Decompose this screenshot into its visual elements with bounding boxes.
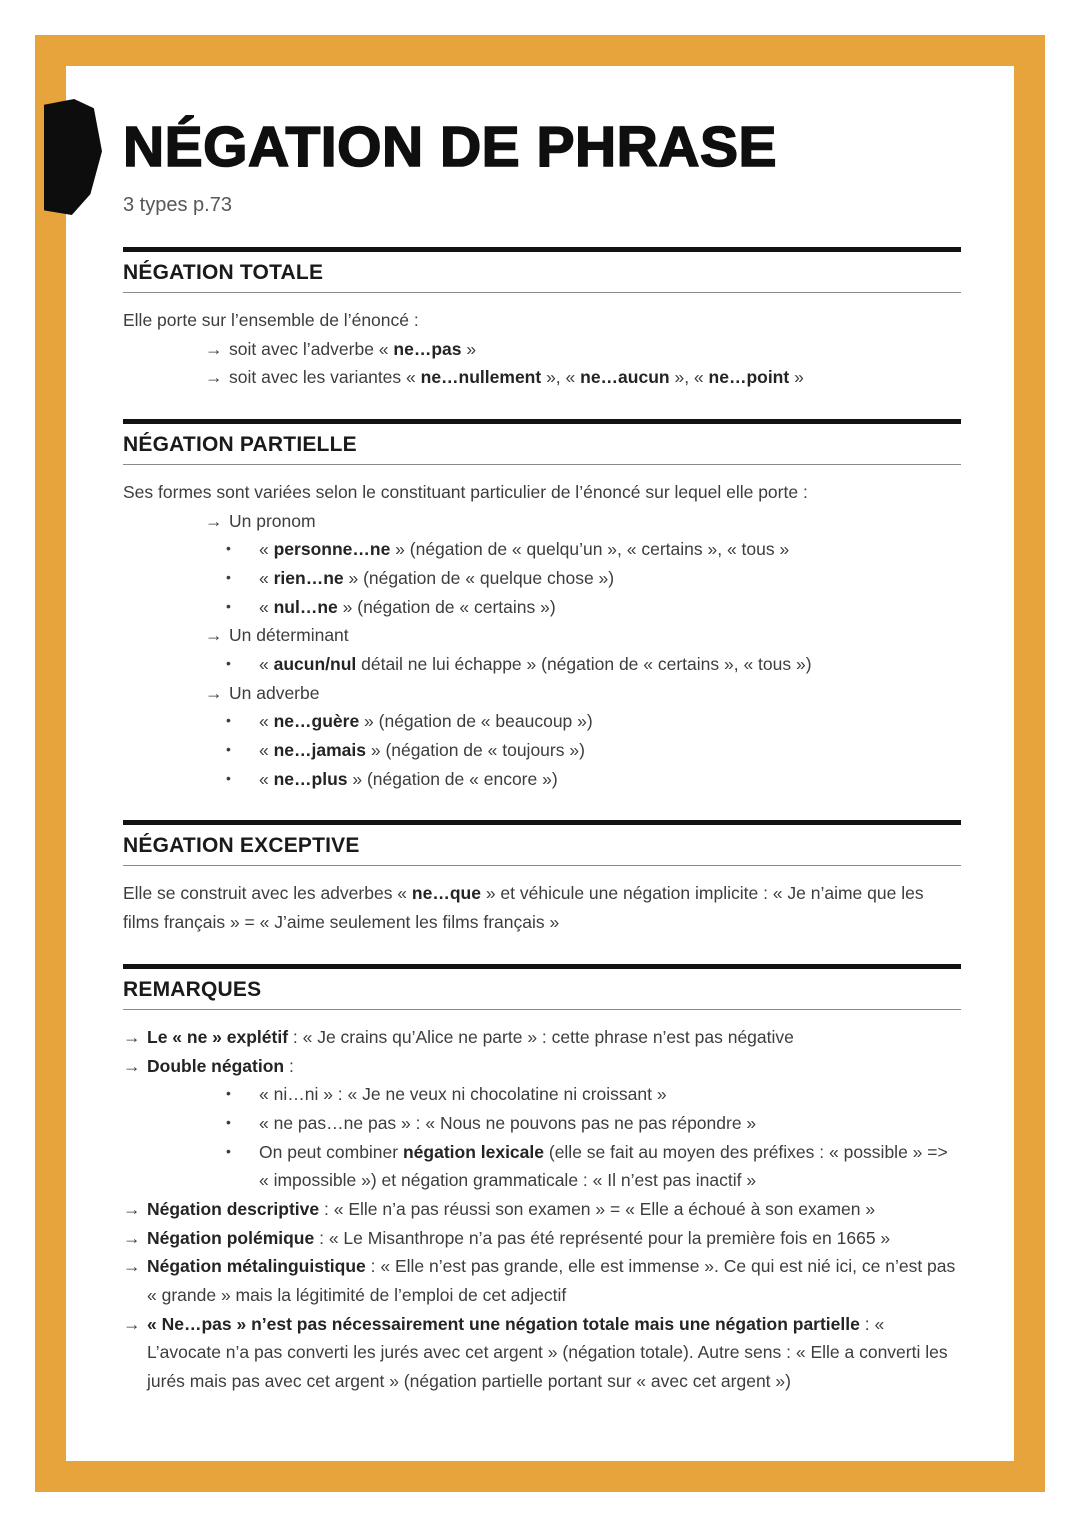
section-body: [123, 306, 961, 392]
line-text: « ni…ni » : « Je ne veux ni chocolatine ni croissant »: [259, 1084, 667, 1105]
arrow-icon: →: [205, 625, 223, 646]
line-text: Ses formes sont variées selon le constituant particulier de l’énoncé sur lequel elle porte :: [123, 481, 808, 502]
line-text: « nul…ne » (négation de « certains »): [259, 596, 556, 617]
arrow-icon: →: [123, 1227, 141, 1248]
section-remarques: [123, 964, 961, 1396]
arrow-icon: →: [123, 1198, 141, 1219]
line-text: Elle porte sur l’ensemble de l’énoncé :: [123, 309, 419, 330]
section-body: [123, 879, 961, 936]
text-line: [123, 765, 961, 794]
text-line: [123, 621, 961, 650]
text-line: [123, 1224, 961, 1253]
line-text: « ne…guère » (négation de « beaucoup »): [259, 711, 593, 732]
document-content: [123, 115, 961, 1423]
section-body: [123, 1023, 961, 1396]
text-line: [123, 478, 961, 507]
bullet-icon: •: [226, 1113, 231, 1130]
section-rule-top: [123, 820, 961, 825]
sections: [123, 247, 961, 1396]
section-heading: NÉGATION TOTALE: [123, 260, 324, 284]
section-rule-bottom: [123, 292, 961, 293]
line-text: Négation métalinguistique : « Elle n’est pas grande, elle est immense ». Ce qui est nié ici, ce n’est pas « grande » mais la légitimité de l’emploi de cet adjectif: [147, 1256, 956, 1306]
section-rule-bottom: [123, 464, 961, 465]
bullet-icon: •: [226, 741, 231, 758]
text-line: [123, 1310, 961, 1396]
section-heading: REMARQUES: [123, 977, 262, 1001]
text-line: [123, 650, 961, 679]
text-line: [123, 507, 961, 536]
page-subtitle: 3 types p.73: [123, 193, 232, 216]
text-line: [123, 707, 961, 736]
line-text: « ne…plus » (négation de « encore »): [259, 768, 558, 789]
bullet-icon: •: [226, 568, 231, 585]
section-negation-exceptive: [123, 820, 961, 936]
line-text: soit avec l’adverbe « ne…pas »: [229, 338, 477, 359]
line-text: Double négation :: [147, 1055, 294, 1076]
section-negation-totale: [123, 247, 961, 392]
bullet-icon: •: [226, 1085, 231, 1102]
line-text: Négation descriptive : « Elle n’a pas réussi son examen » = « Elle a échoué à son examen »: [147, 1198, 876, 1219]
arrow-icon: →: [205, 682, 223, 703]
text-line: [123, 736, 961, 765]
line-text: Un déterminant: [229, 625, 349, 646]
section-heading: NÉGATION EXCEPTIVE: [123, 834, 360, 858]
line-text: soit avec les variantes « ne…nullement », « ne…aucun », « ne…point »: [229, 367, 804, 388]
bullet-icon: •: [226, 712, 231, 729]
section-rule-top: [123, 419, 961, 424]
text-line: [123, 593, 961, 622]
section-negation-partielle: [123, 419, 961, 794]
line-text: « ne pas…ne pas » : « Nous ne pouvons pas ne pas répondre »: [259, 1112, 757, 1133]
line-text: Négation polémique : « Le Misanthrope n’a pas été représenté pour la première fois en 1665 »: [147, 1227, 891, 1248]
line-text: « personne…ne » (négation de « quelqu’un », « certains », « tous »: [259, 539, 790, 560]
arrow-icon: →: [205, 510, 223, 531]
section-rule-bottom: [123, 865, 961, 866]
text-line: [123, 1052, 961, 1081]
line-text: « rien…ne » (négation de « quelque chose »): [259, 567, 615, 588]
text-line: [123, 679, 961, 708]
text-line: [123, 564, 961, 593]
section-rule-bottom: [123, 1009, 961, 1010]
arrow-icon: →: [205, 367, 223, 388]
arrow-icon: →: [123, 1055, 141, 1076]
text-line: [123, 1080, 961, 1109]
line-text: Un pronom: [229, 510, 316, 531]
text-line: [123, 1109, 961, 1138]
arrow-icon: →: [123, 1313, 141, 1334]
line-text: « aucun/nul détail ne lui échappe » (négation de « certains », « tous »): [259, 654, 812, 675]
text-line: [123, 535, 961, 564]
text-line: [123, 1252, 961, 1309]
page-title: NÉGATION DE PHRASE: [123, 115, 778, 179]
text-line: [123, 306, 961, 335]
bullet-icon: •: [226, 597, 231, 614]
section-heading: NÉGATION PARTIELLE: [123, 432, 357, 456]
line-text: Le « ne » explétif : « Je crains qu’Alice ne parte » : cette phrase n’est pas négative: [147, 1026, 794, 1047]
arrow-icon: →: [123, 1256, 141, 1277]
bullet-icon: •: [226, 540, 231, 557]
line-text: Un adverbe: [229, 682, 320, 703]
bullet-icon: •: [226, 1142, 231, 1159]
line-text: Elle se construit avec les adverbes « ne…que » et véhicule une négation implicite : « Je n’aime que les films français » = « J’aime seulement les films français »: [123, 883, 924, 933]
text-line: [123, 879, 961, 936]
line-text: On peut combiner négation lexicale (elle se fait au moyen des préfixes : « possible » => « impossible ») et négation grammaticale : « Il n’est pas inactif »: [259, 1141, 948, 1191]
line-text: « ne…jamais » (négation de « toujours »): [259, 740, 585, 761]
bullet-icon: •: [226, 655, 231, 672]
section-rule-top: [123, 964, 961, 969]
text-line: [123, 363, 961, 392]
arrow-icon: →: [123, 1026, 141, 1047]
section-rule-top: [123, 247, 961, 252]
arrow-icon: →: [205, 338, 223, 359]
bullet-icon: •: [226, 769, 231, 786]
text-line: [123, 1023, 961, 1052]
line-text: « Ne…pas » n’est pas nécessairement une négation totale mais une négation partielle : « L’avocate n’a pas converti les jurés avec cet argent » (négation totale). Autre sens : « Elle a converti les jurés mais pas avec cet argent » (négation partielle portant sur « avec cet argent »): [147, 1313, 948, 1392]
section-body: [123, 478, 961, 794]
text-line: [123, 335, 961, 364]
text-line: [123, 1138, 961, 1195]
text-line: [123, 1195, 961, 1224]
